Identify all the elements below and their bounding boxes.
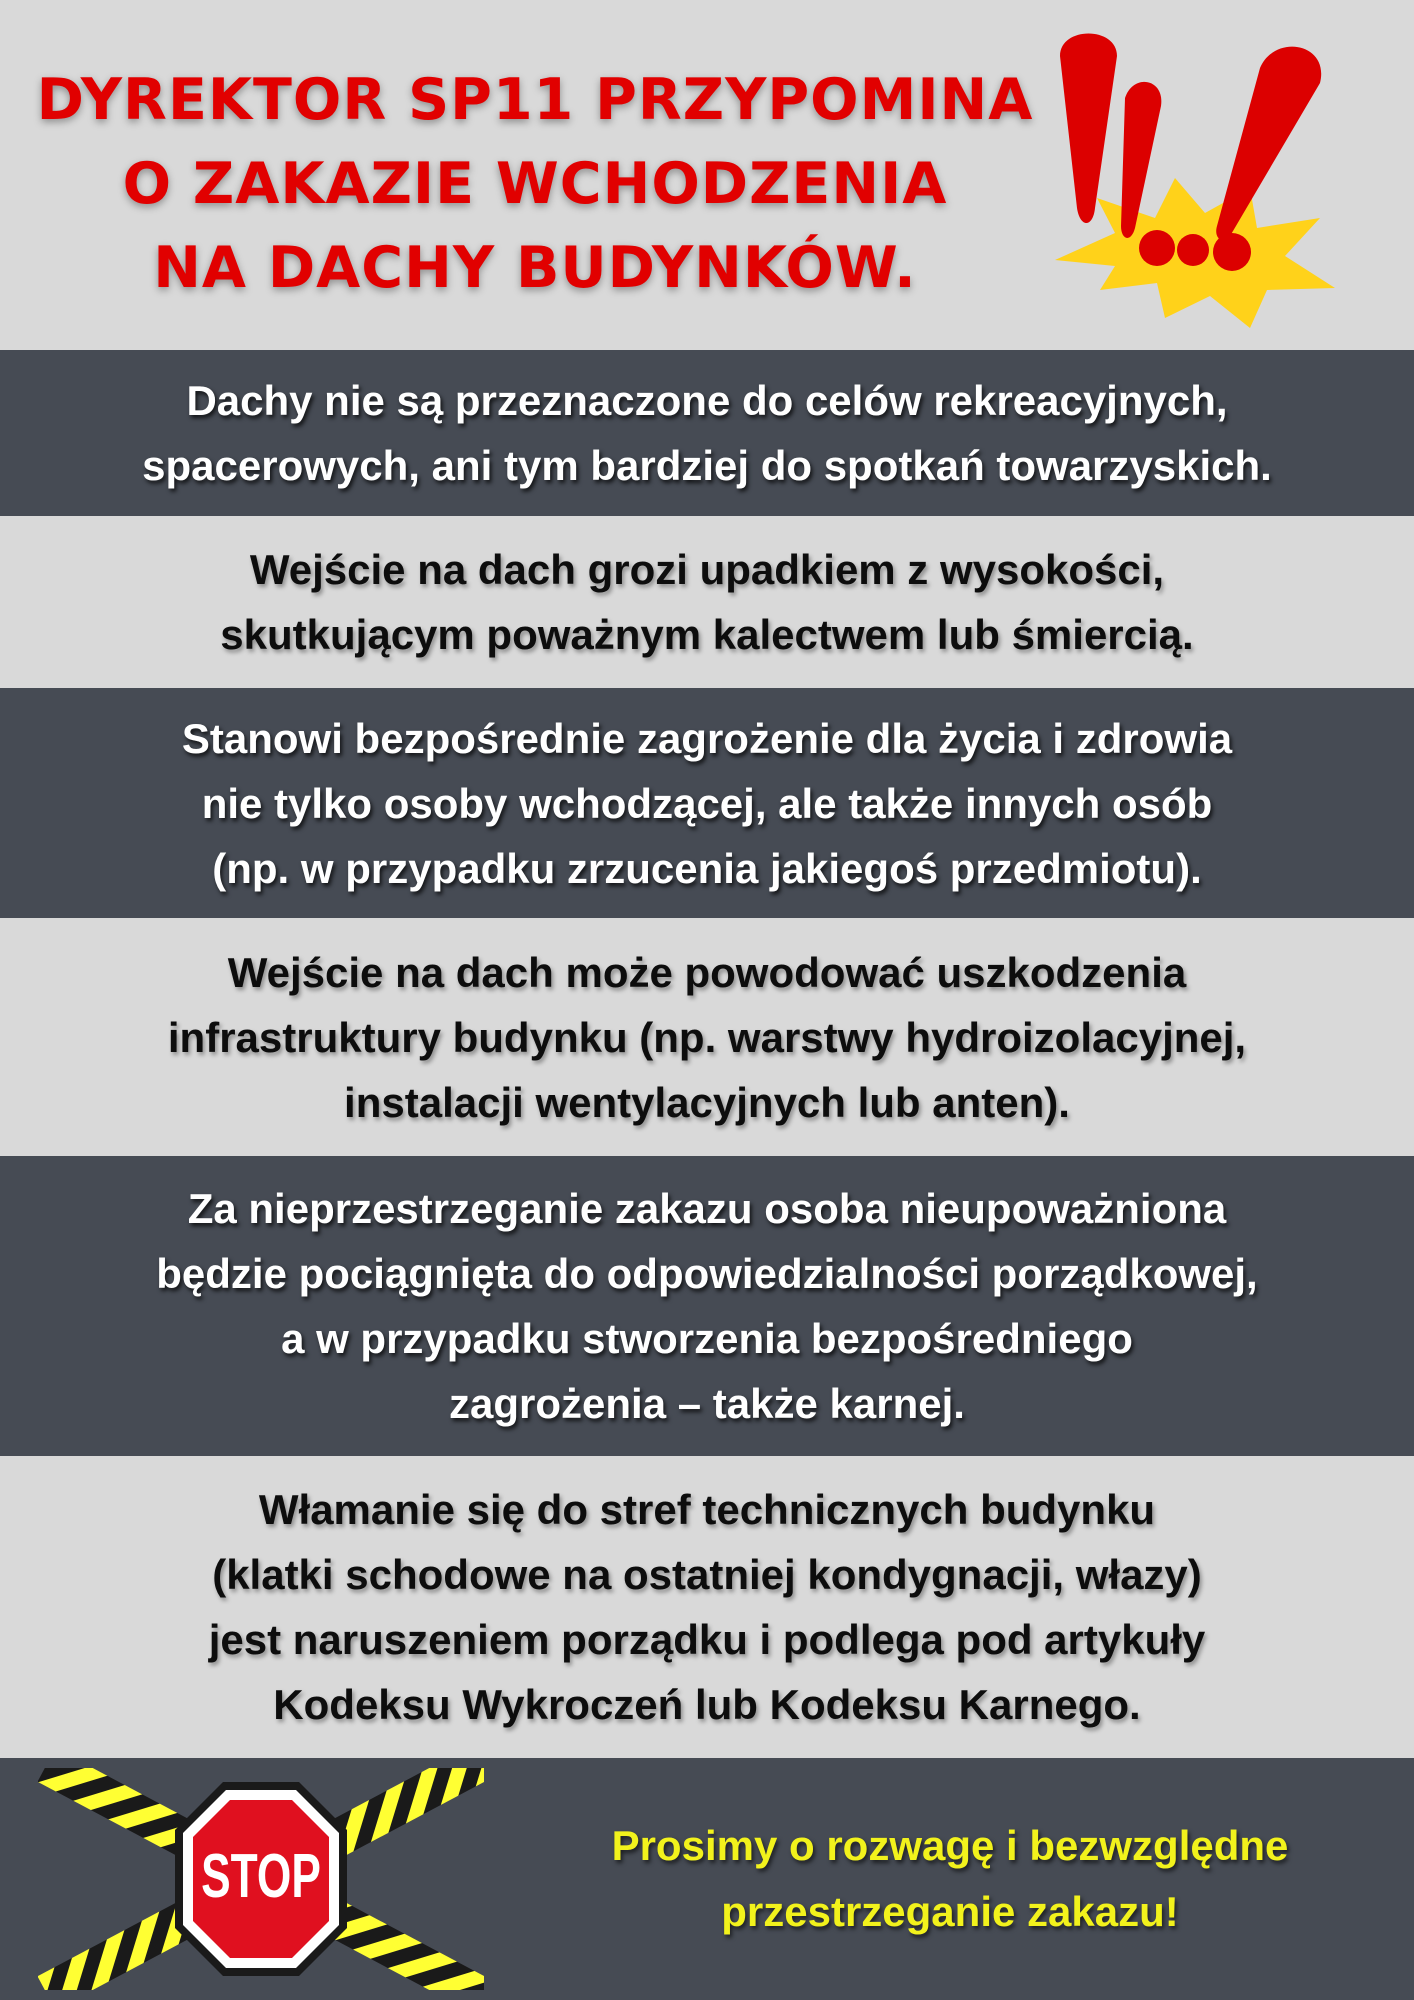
section-text — [220, 537, 1193, 667]
section-text — [168, 940, 1246, 1135]
exclamation-bar — [1060, 34, 1117, 224]
section-line: zagrożenia – także karnej. — [449, 1380, 965, 1427]
section-text — [209, 1477, 1206, 1737]
closing-line: przestrzeganie zakazu! — [721, 1888, 1179, 1935]
notice-section — [0, 688, 1414, 918]
notice-section — [0, 1156, 1414, 1456]
closing-line: Prosimy o rozwagę i bezwzględne — [611, 1822, 1289, 1869]
section-line: Kodeksu Wykroczeń lub Kodeksu Karnego. — [273, 1681, 1141, 1728]
stop-sign-icon — [38, 1768, 484, 1990]
title-line: O ZAKAZIE WCHODZENIA — [122, 151, 948, 217]
title-line: DYREKTOR SP11 PRZYPOMINA — [36, 67, 1034, 133]
section-line: infrastruktury budynku (np. warstwy hydroizolacyjnej, — [167, 1013, 1247, 1061]
poster-title — [30, 58, 1040, 310]
title-line: NA DACHY BUDYNKÓW. — [153, 235, 917, 301]
exclamation-dot — [1213, 233, 1251, 271]
section-line: Wejście na dach grozi upadkiem z wysokości, — [249, 546, 1165, 593]
notice-section — [0, 1456, 1414, 1758]
section-text — [182, 706, 1232, 901]
notice-section — [0, 918, 1414, 1156]
section-line: instalacji wentylacyjnych lub anten). — [344, 1078, 1070, 1126]
exclamation-dot — [1177, 234, 1209, 266]
section-line: Stanowi bezpośrednie zagrożenie dla życia i zdrowia — [181, 714, 1233, 762]
section-line: skutkującym poważnym kalectwem lub śmiercią. — [220, 611, 1194, 658]
closing-message — [520, 1758, 1380, 2000]
section-line: nie tylko osoby wchodzącej, ale także innych osób — [201, 779, 1213, 827]
section-line: będzie pociągnięta do odpowiedzialności porządkowej, — [156, 1250, 1258, 1297]
section-line: a w przypadku stworzenia bezpośredniego — [281, 1315, 1133, 1362]
section-line: (klatki schodowe na ostatniej kondygnacji, włazy) — [212, 1551, 1202, 1598]
section-line: jest naruszeniem porządku i podlega pod artykuły — [208, 1616, 1206, 1663]
notice-section — [0, 350, 1414, 516]
notice-section — [0, 516, 1414, 688]
exclamation-bar — [1216, 47, 1321, 240]
section-line: (np. w przypadku zrzucenia jakiegoś przedmiotu). — [212, 844, 1202, 892]
section-text — [156, 1176, 1257, 1436]
exclamation-dot — [1139, 230, 1175, 266]
section-line: Wejście na dach może powodować uszkodzenia — [227, 948, 1187, 996]
poster-footer — [0, 1758, 1414, 2000]
section-line: Dachy nie są przeznaczone do celów rekreacyjnych, — [186, 377, 1228, 424]
section-line: spacerowych, ani tym bardziej do spotkań towarzyskich. — [142, 442, 1272, 489]
exclamation-marks-icon — [1045, 28, 1335, 338]
section-text — [142, 368, 1272, 498]
section-line: Za nieprzestrzeganie zakazu osoba nieupoważniona — [187, 1185, 1227, 1232]
section-line: Włamanie się do stref technicznych budynku — [258, 1486, 1156, 1533]
poster-header — [0, 0, 1414, 350]
stop-sign-text: STOP — [201, 1841, 321, 1911]
